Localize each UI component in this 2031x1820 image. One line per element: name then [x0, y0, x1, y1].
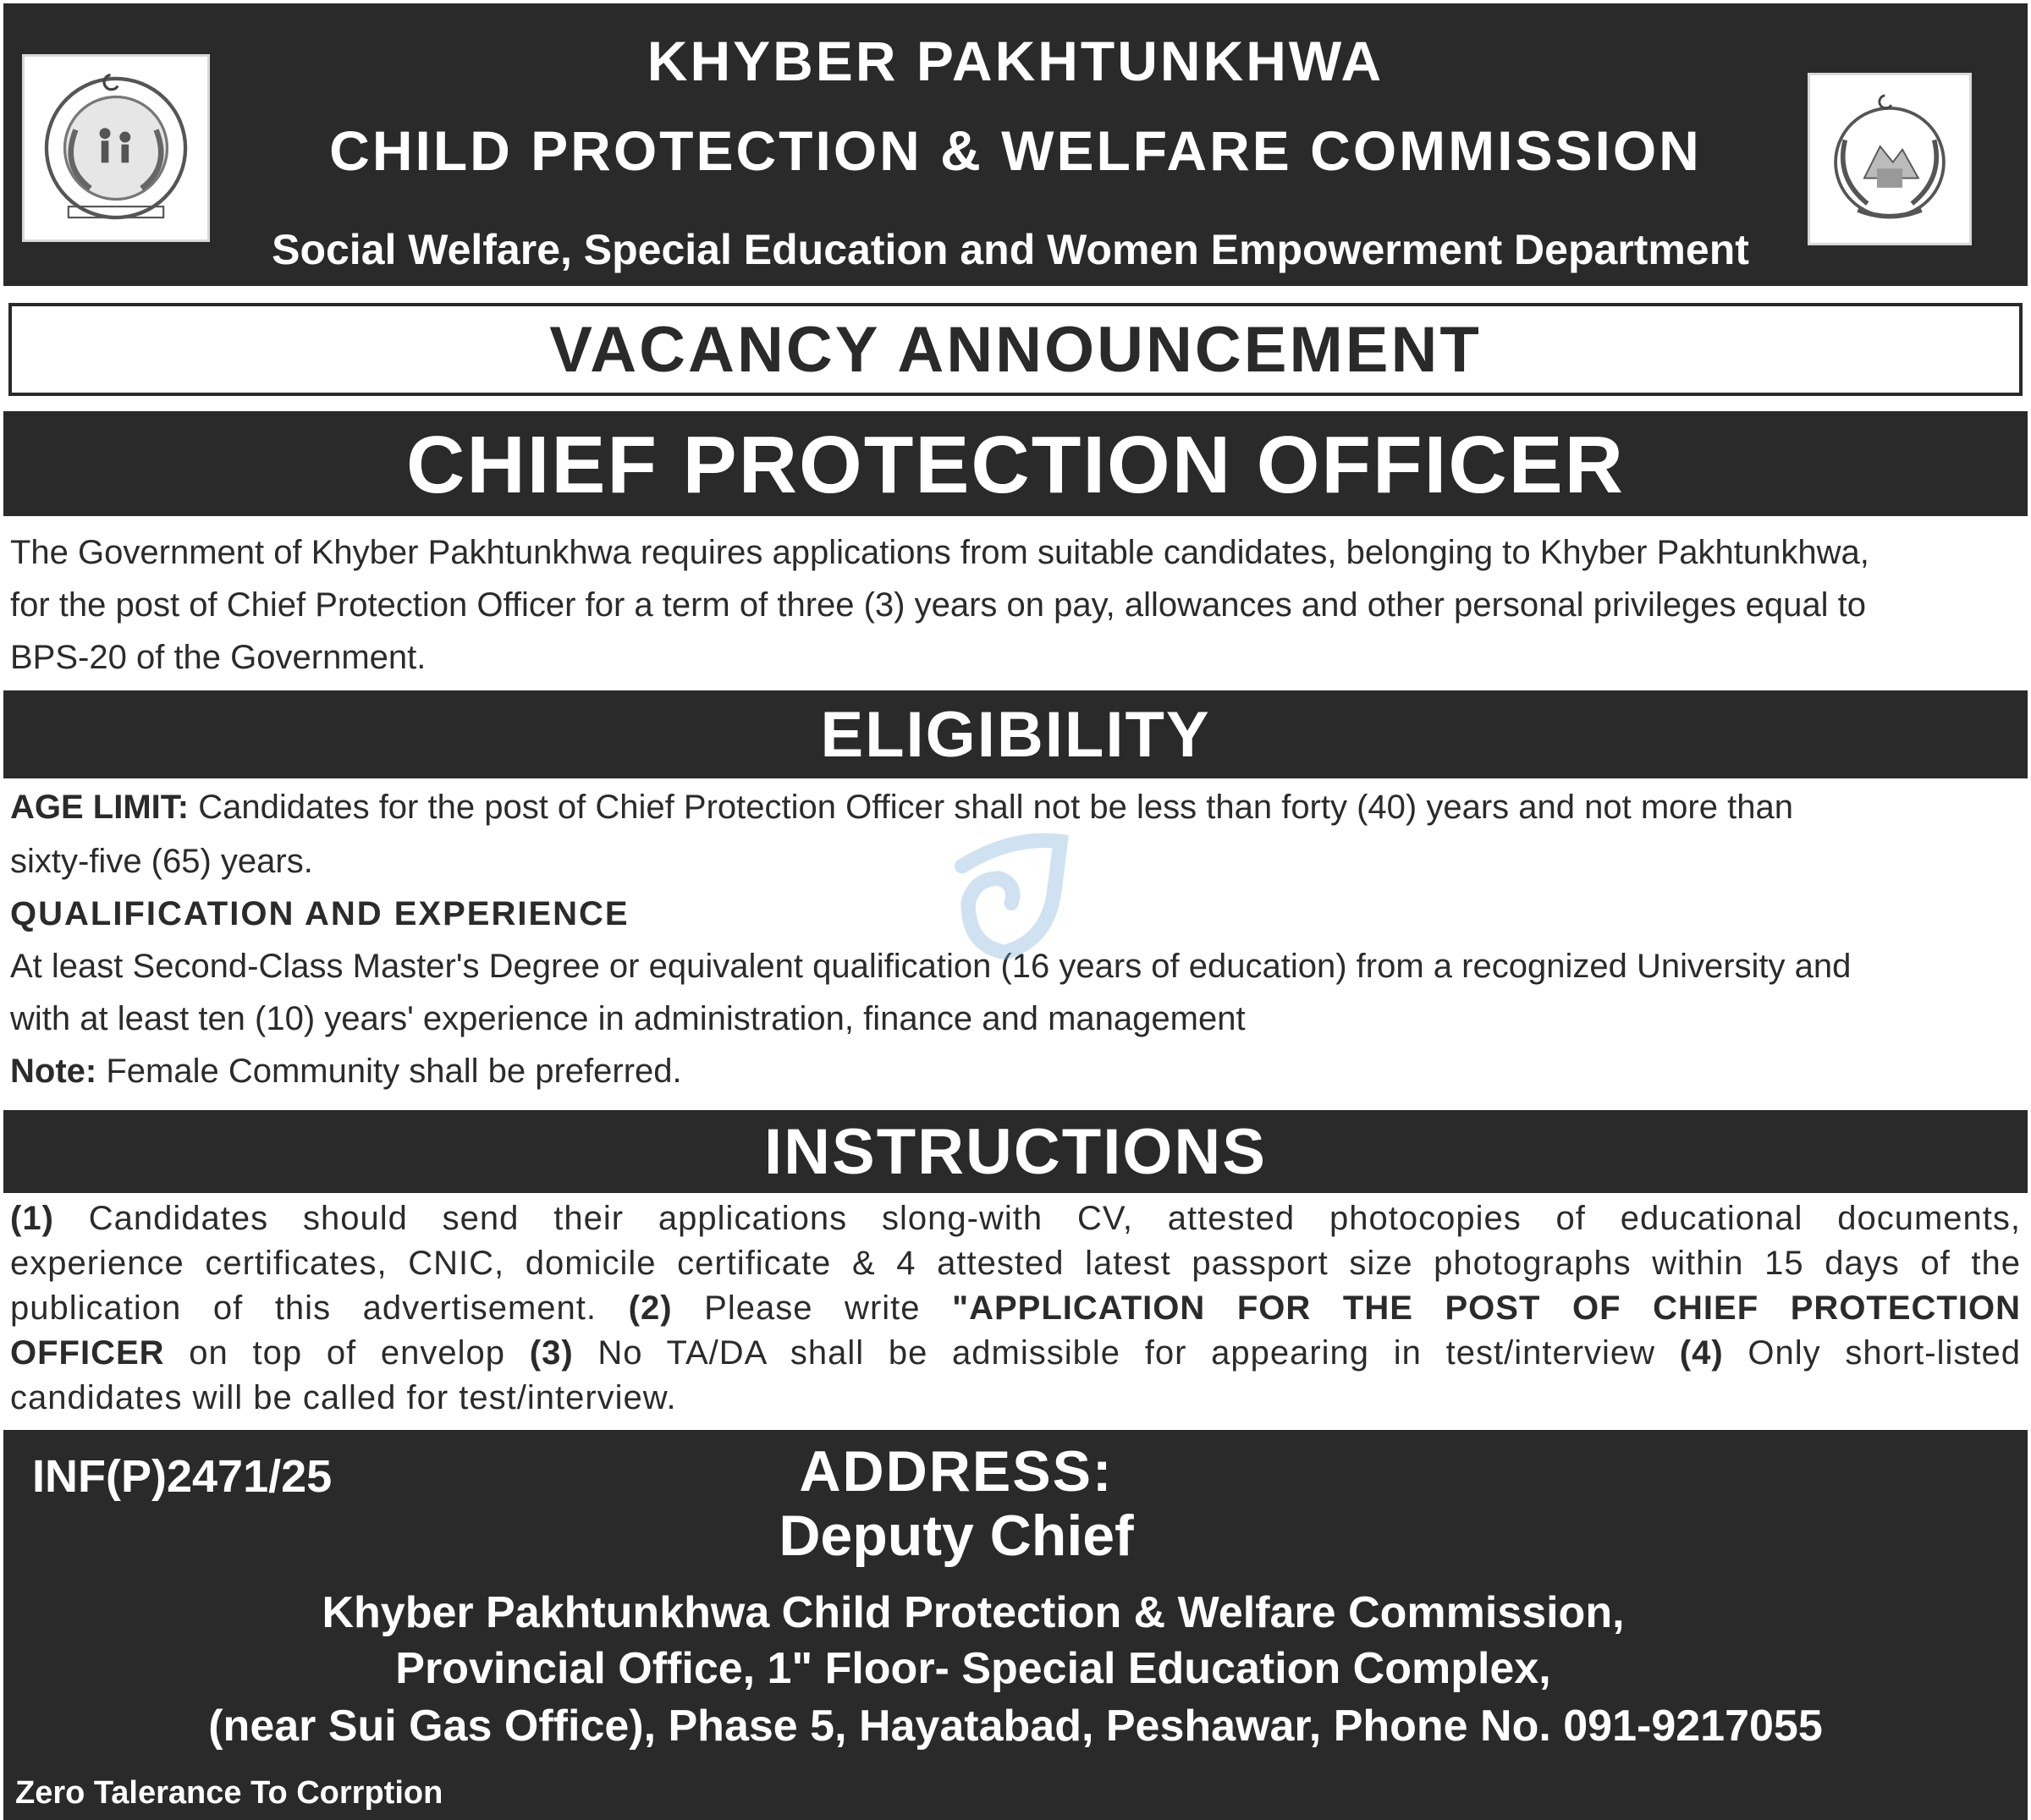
instruction-line [10, 1196, 2021, 1241]
address-line: Provincial Office, 1" Floor- Special Education Complex, [395, 1644, 1551, 1693]
eligibility-heading: ELIGIBILITY [3, 690, 2028, 778]
address-label: ADDRESS: [799, 1439, 1114, 1504]
reference-number: INF(P)2471/25 [32, 1451, 333, 1502]
instruction-text: Only short-listed [1748, 1334, 2021, 1372]
age-limit-continuation: sixty-five (65) years. [10, 843, 313, 880]
footer-banner [3, 1430, 2028, 1820]
instruction-text: publication of this advertisement. [10, 1289, 597, 1327]
header-department: Social Welfare, Special Education and Women Empowerment Department [272, 226, 1749, 273]
qualification-text: At least Second-Class Master's Degree or equivalent qualification (16 years of education) from a recognized University and [10, 948, 1852, 985]
instruction-number: (1) [10, 1200, 54, 1237]
instruction-number: (2) [628, 1289, 673, 1327]
instruction-line [10, 1286, 2021, 1331]
age-limit-text: Candidates for the post of Chief Protection Officer shall not be less than forty (40) years and not more than [198, 789, 1793, 826]
intro-line: BPS-20 of the Government. [10, 639, 427, 676]
intro-line: The Government of Khyber Pakhtunkhwa requires applications from suitable candidates, belonging to Khyber Pakhtunkhwa, [10, 534, 1869, 571]
instruction-line: candidates will be called for test/interview. [10, 1379, 677, 1416]
address-recipient: Deputy Chief [779, 1504, 1134, 1568]
intro-paragraph [10, 526, 2021, 684]
instruction-text: Candidates should send their applications slong-with CV, attested photocopies of educational documents, [88, 1200, 2021, 1237]
experience-text: with at least ten (10) years' experience in administration, finance and management [10, 1000, 1246, 1037]
instruction-text: No TA/DA shall be admissible for appearing in test/interview [597, 1334, 1656, 1372]
instructions-heading: INSTRUCTIONS [3, 1110, 2028, 1193]
header-commission: CHILD PROTECTION & WELFARE COMMISSION [329, 119, 1702, 182]
instructions-paragraph [10, 1196, 2021, 1421]
age-limit-label: AGE LIMIT: [10, 789, 190, 826]
instruction-emphasis: OFFICER [10, 1334, 165, 1372]
address-line-phone: (near Sui Gas Office), Phase 5, Hayatabad, Peshawar, Phone No. 091-9217055 [208, 1702, 1823, 1751]
note-label: Note: [10, 1053, 97, 1090]
instruction-line [10, 1331, 2021, 1376]
header-province: KHYBER PAKHTUNKHWA [647, 30, 1384, 92]
instruction-text: Please write [704, 1289, 921, 1327]
instruction-emphasis: "APPLICATION FOR THE POST OF CHIEF PROTECTION [952, 1289, 2021, 1327]
post-title-banner: CHIEF PROTECTION OFFICER [3, 411, 2028, 516]
instruction-number: (4) [1679, 1334, 1724, 1372]
instruction-number: (3) [529, 1334, 574, 1372]
instruction-text: on top of envelop [189, 1334, 506, 1372]
intro-line: for the post of Chief Protection Officer for a term of three (3) years on pay, allowances and other personal privileges equal to [10, 586, 1867, 624]
address-line: Khyber Pakhtunkhwa Child Protection & Welfare Commission, [322, 1588, 1625, 1637]
anti-corruption-slogan: Zero Talerance To Corrption [15, 1775, 443, 1811]
note-line [10, 1053, 682, 1091]
newspaper-watermark-icon [948, 829, 1075, 965]
note-text: Female Community shall be preferred. [106, 1053, 682, 1090]
age-limit-line [10, 789, 1793, 827]
header-banner [3, 3, 2028, 286]
qualification-heading: QUALIFICATION AND EXPERIENCE [10, 895, 630, 932]
vacancy-announcement-title: VACANCY ANNOUNCEMENT [8, 303, 2023, 396]
instruction-line: experience certificates, CNIC, domicile certificate & 4 attested latest passport size photographs within 15 days of the [10, 1245, 2021, 1282]
